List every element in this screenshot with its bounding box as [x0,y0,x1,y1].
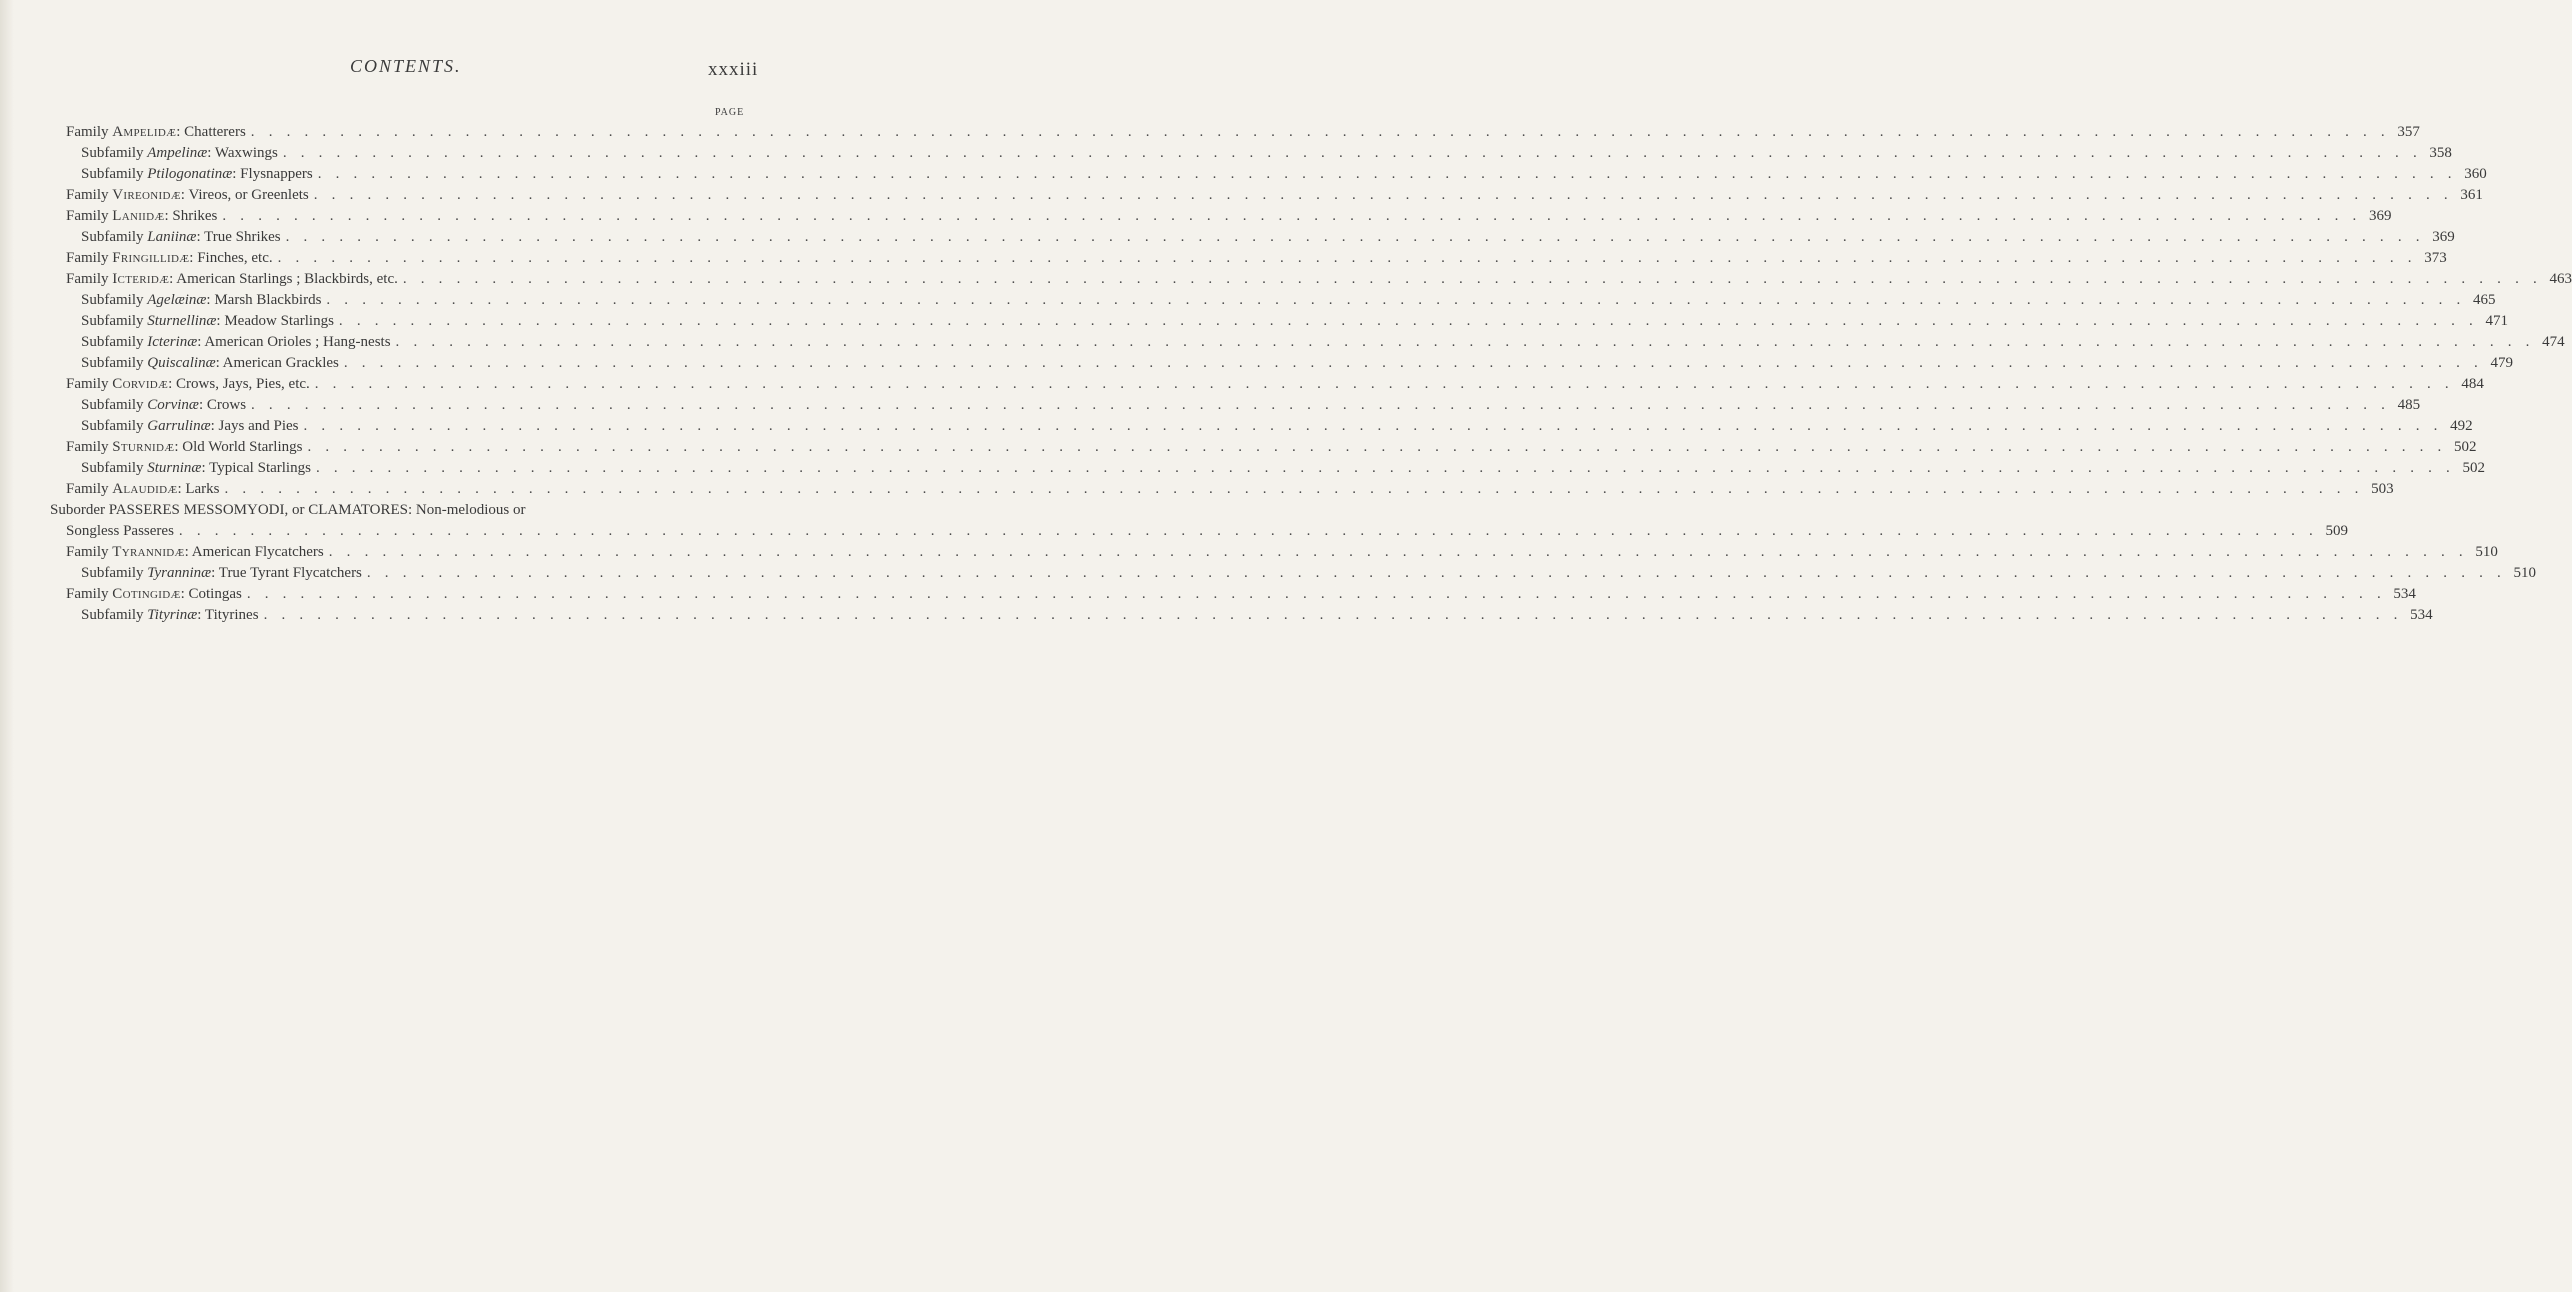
taxon-name: Garrulinæ [147,418,211,434]
taxon-description: : Jays and Pies [210,418,299,434]
taxon-description: : Typical Starlings [201,460,311,476]
toc-page-number: 503 [2371,481,2394,497]
toc-entry [50,502,739,522]
taxon-rank: Family [66,481,113,497]
taxon-name: Corvidæ [112,376,169,392]
toc-entry [81,418,2473,438]
toc-entry [81,313,2508,333]
taxon-description: : American Starlings ; Blackbirds, etc. [169,271,398,287]
taxon-name: Tityrinæ [147,607,198,623]
taxon-rank: Subfamily [81,229,148,245]
taxon-name: Cotingidæ [112,586,181,602]
toc-entry-label [50,502,525,519]
taxon-rank: Family [66,124,113,140]
taxon-description: : True Shrikes [196,229,281,245]
toc-page-number: 479 [2490,355,2513,371]
dot-leader: . . . . . . . . . . . . . . . . . . . . . . . . . . . . . . . . . . . . . . . . . . . . . . . . . . . . . . . . . . . . . . . . . . . . . . . . . . . . . . . . . . . . . . . . . . . . . . . . . . . . . . . . . . . . . . . . . . . . . . . . [307,439,2447,455]
page-number: xxxiii [708,59,759,80]
toc-entry-label [81,460,311,477]
toc-page-number: 534 [2393,586,2416,602]
toc-entry [66,523,2348,543]
dot-leader: . . . . . . . . . . . . . . . . . . . . . . . . . . . . . . . . . . . . . . . . . . . . . . . . . . . . . . . . . . . . . . . . . . . . . . . . . . . . . . . . . . . . . . . . . . . . . . . . . . . . . . . . . . . . . . . . . . . . . . . . [263,607,2403,623]
taxon-description: : Old World Starlings [174,439,303,455]
dot-leader: . . . . . . . . . . . . . . . . . . . . . . . . . . . . . . . . . . . . . . . . . . . . . . . . . . . . . . . . . . . . . . . . . . . . . . . . . . . . . . . . . . . . . . . . . . . . . . . . . . . . . . . . . . . . . . . . . . . . . . . . [314,376,2454,392]
toc-page-number: 360 [2464,166,2487,182]
toc-entry-label [81,565,362,582]
toc-entry-label [66,586,242,603]
taxon-description: : Vireos, or Greenlets [180,187,309,203]
taxon-description: : American Flycatchers [184,544,324,560]
toc-entry [66,271,2572,291]
toc-page-number: 492 [2450,418,2473,434]
toc-entry-label [66,208,217,225]
toc-entry-label [66,523,174,540]
toc-page-number: 502 [2462,460,2485,476]
taxon-name: Sturnidæ [112,439,175,455]
toc-entry [66,124,2420,144]
taxon-rank: Family [66,271,113,287]
dot-leader: . . . . . . . . . . . . . . . . . . . . . . . . . . . . . . . . . . . . . . . . . . . . . . . . . . . . . . . . . . . . . . . . . . . . . . . . . . . . . . . . . . . . . . . . . . . . . . . . . . . . . . . . . . . . . . . . . . . . . . . . [313,187,2453,203]
toc-page-number: 361 [2460,187,2483,203]
dot-leader: . . . . . . . . . . . . . . . . . . . . . . . . . . . . . . . . . . . . . . . . . . . . . . . . . . . . . . . . . . . . . . . . . . . . . . . . . . . . . . . . . . . . . . . . . . . . . . . . . . . . . . . . . . . . . . . . . . . . . . . . [224,481,2364,497]
toc-entry [81,229,2455,249]
taxon-rank: Subfamily [81,418,148,434]
taxon-description: : Tityrines [197,607,259,623]
toc-entry-label [66,124,246,141]
taxon-name: Alaudidæ [112,481,178,497]
toc-page-number: 534 [2410,607,2433,623]
toc-entry-label [81,292,321,309]
taxon-name: Laniinæ [147,229,197,245]
dot-leader: . . . . . . . . . . . . . . . . . . . . . . . . . . . . . . . . . . . . . . . . . . . . . . . . . . . . . . . . . . . . . . . . . . . . . . . . . . . . . . . . . . . . . . . . . . . . . . . . . . . . . . . . . . . . . . . . . . . . . . . . [395,334,2535,350]
taxon-rank: Family [66,208,113,224]
taxon-description: : Crows [198,397,247,413]
toc-entry [66,439,2477,459]
dot-leader: . . . . . . . . . . . . . . . . . . . . . . . . . . . . . . . . . . . . . . . . . . . . . . . . . . . . . . . . . . . . . . . . . . . . . . . . . . . . . . . . . . . . . . . . . . . . . . . . . . . . . . . . . . . . . . . . . . . . . . . . [338,313,2478,329]
toc-entry [66,586,2416,606]
toc-entry [81,397,2421,417]
taxon-description: : Larks [177,481,220,497]
running-head [0,56,801,86]
toc-entry-label [81,334,391,351]
taxon-description: : Finches, etc. [189,250,273,266]
toc-entry-label [66,544,324,561]
toc-entry [66,376,2484,396]
toc-entry-label [66,187,309,204]
taxon-description: : Crows, Jays, Pies, etc. [168,376,310,392]
taxon-name: Laniidæ [112,208,165,224]
toc-entry-label [81,145,278,162]
taxon-rank: Family [66,250,113,266]
toc-page-number: 369 [2432,229,2455,245]
toc-page-number: 474 [2542,334,2565,350]
taxon-rank: Subfamily [81,292,148,308]
dot-leader: . . . . . . . . . . . . . . . . . . . . . . . . . . . . . . . . . . . . . . . . . . . . . . . . . . . . . . . . . . . . . . . . . . . . . . . . . . . . . . . . . . . . . . . . . . . . . . . . . . . . . . . . . . . . . . . . . . . . . . . . [285,229,2425,245]
taxon-name: Sturninæ [147,460,202,476]
toc-entry [81,145,2452,165]
page-column-label: PAGE [715,107,745,118]
taxon-name: Ampelidæ [112,124,177,140]
taxon-name: Ampelinæ [147,145,208,161]
toc-entry-label [66,376,310,393]
toc-entry [81,460,2485,480]
toc-page-number: 358 [2429,145,2452,161]
dot-leader: . . . . . . . . . . . . . . . . . . . . . . . . . . . . . . . . . . . . . . . . . . . . . . . . . . . . . . . . . . . . . . . . . . . . . . . . . . . . . . . . . . . . . . . . . . . . . . . . . . . . . . . . . . . . . . . . . . . . . . . . [326,292,2466,308]
dot-leader: . . . . . . . . . . . . . . . . . . . . . . . . . . . . . . . . . . . . . . . . . . . . . . . . . . . . . . . . . . . . . . . . . . . . . . . . . . . . . . . . . . . . . . . . . . . . . . . . . . . . . . . . . . . . . . . . . . . . . . . . [250,124,2390,140]
taxon-name: Sturnellinæ [147,313,217,329]
dot-leader: . . . . . . . . . . . . . . . . . . . . . . . . . . . . . . . . . . . . . . . . . . . . . . . . . . . . . . . . . . . . . . . . . . . . . . . . . . . . . . . . . . . . . . . . . . . . . . . . . . . . . . . . . . . . . . . . . . . . . . . . [277,250,2417,266]
toc-entry [66,544,2498,564]
dot-leader: . . . . . . . . . . . . . . . . . . . . . . . . . . . . . . . . . . . . . . . . . . . . . . . . . . . . . . . . . . . . . . . . . . . . . . . . . . . . . . . . . . . . . . . . . . . . . . . . . . . . . . . . . . . . . . . . . . . . . . . . [178,523,2318,539]
taxon-rank: Subfamily [81,166,148,182]
taxon-name: Vireonidæ [112,187,181,203]
toc-entry [81,334,2565,354]
taxon-rank: Family [66,376,113,392]
toc-page-number: 484 [2461,376,2484,392]
taxon-name: Tyranninæ [147,565,212,581]
taxon-rank: Subfamily [81,313,148,329]
toc-entry [66,481,2394,501]
dot-leader: . . . . . . . . . . . . . . . . . . . . . . . . . . . . . . . . . . . . . . . . . . . . . . . . . . . . . . . . . . . . . . . . . . . . . . . . . . . . . . . . . . . . . . . . . . . . . . . . . . . . . . . . . . . . . . . . . . . . . . . . [251,397,2391,413]
toc-entry [66,208,2392,228]
taxon-description: : True Tyrant Flycatchers [211,565,362,581]
toc-entry [66,250,2447,270]
toc-entry [81,166,2487,186]
dot-leader: . . . . . . . . . . . . . . . . . . . . . . . . . . . . . . . . . . . . . . . . . . . . . . . . . . . . . . . . . . . . . . . . . . . . . . . . . . . . . . . . . . . . . . . . . . . . . . . . . . . . . . . . . . . . . . . . . . . . . . . . [222,208,2362,224]
toc-entry-label [81,397,246,414]
toc-page-number: 502 [2454,439,2477,455]
taxon-description: : Waxwings [207,145,278,161]
dot-leader: . . . . . . . . . . . . . . . . . . . . . . . . . . . . . . . . . . . . . . . . . . . . . . . . . . . . . . . . . . . . . . . . . . . . . . . . . . . . . . . . . . . . . . . . . . . . . . . . . . . . . . . . . . . . . . . . . . . . . . . . [315,460,2455,476]
toc-entry-label [81,313,334,330]
toc-entry-label [81,418,299,435]
taxon-name: Fringillidæ [112,250,190,266]
taxon-rank: Family [66,544,113,560]
taxon-description: : Chatterers [176,124,246,140]
page-gutter-shadow [0,0,14,1292]
taxon-description: : American Orioles ; Hang-nests [197,334,391,350]
taxon-description: : Flysnappers [232,166,313,182]
taxon-rank: Subfamily [81,460,148,476]
toc-entry-label [81,229,281,246]
toc-entry [81,565,2536,585]
dot-leader: . . . . . . . . . . . . . . . . . . . . . . . . . . . . . . . . . . . . . . . . . . . . . . . . . . . . . . . . . . . . . . . . . . . . . . . . . . . . . . . . . . . . . . . . . . . . . . . . . . . . . . . . . . . . . . . . . . . . . . . . [402,271,2542,287]
toc-entry [66,187,2483,207]
taxon-rank: Family [66,586,113,602]
toc-entry [81,355,2513,375]
toc-entry-label [66,271,398,288]
dot-leader: . . . . . . . . . . . . . . . . . . . . . . . . . . . . . . . . . . . . . . . . . . . . . . . . . . . . . . . . . . . . . . . . . . . . . . . . . . . . . . . . . . . . . . . . . . . . . . . . . . . . . . . . . . . . . . . . . . . . . . . . [303,418,2443,434]
taxon-description: : American Grackles [215,355,339,371]
taxon-description: : Cotingas [180,586,242,602]
toc-page-number: 357 [2397,124,2420,140]
taxon-rank: Subfamily [81,565,148,581]
running-title: CONTENTS. [350,56,462,76]
toc-page-number: 510 [2513,565,2536,581]
taxon-rank: Family [66,439,113,455]
toc-entry [81,607,2433,627]
taxon-name: Agelæinæ [147,292,207,308]
taxon-name: Ptilogonatinæ [147,166,233,182]
taxon-description: : Meadow Starlings [216,313,334,329]
taxon-name: Tyrannidæ [112,544,185,560]
dot-leader: . . . . . . . . . . . . . . . . . . . . . . . . . . . . . . . . . . . . . . . . . . . . . . . . . . . . . . . . . . . . . . . . . . . . . . . . . . . . . . . . . . . . . . . . . . . . . . . . . . . . . . . . . . . . . . . . . . . . . . . . [328,544,2468,560]
dot-leader: . . . . . . . . . . . . . . . . . . . . . . . . . . . . . . . . . . . . . . . . . . . . . . . . . . . . . . . . . . . . . . . . . . . . . . . . . . . . . . . . . . . . . . . . . . . . . . . . . . . . . . . . . . . . . . . . . . . . . . . . [282,145,2422,161]
toc-entry-label [66,439,302,456]
toc-entry-label [81,355,339,372]
dot-leader: . . . . . . . . . . . . . . . . . . . . . . . . . . . . . . . . . . . . . . . . . . . . . . . . . . . . . . . . . . . . . . . . . . . . . . . . . . . . . . . . . . . . . . . . . . . . . . . . . . . . . . . . . . . . . . . . . . . . . . . . [366,565,2506,581]
taxon-rank: Subfamily [81,355,148,371]
taxon-rank: Subfamily [81,607,148,623]
toc-page-number: 373 [2424,250,2447,266]
taxon-description: : Marsh Blackbirds [206,292,322,308]
toc-entry [81,292,2496,312]
taxon-rank: Subfamily [81,334,148,350]
dot-leader: . . . . . . . . . . . . . . . . . . . . . . . . . . . . . . . . . . . . . . . . . . . . . . . . . . . . . . . . . . . . . . . . . . . . . . . . . . . . . . . . . . . . . . . . . . . . . . . . . . . . . . . . . . . . . . . . . . . . . . . . [246,586,2386,602]
toc-page-number: 471 [2485,313,2508,329]
toc-page-number: 509 [2325,523,2348,539]
taxon-description: : Shrikes [164,208,218,224]
toc-page-number: 463 [2549,271,2572,287]
toc-entry-label [66,250,273,267]
taxon-rank: Subfamily [81,145,148,161]
toc-page-number: 465 [2472,292,2496,308]
toc-page-number: 510 [2475,544,2498,560]
toc-page-number: 485 [2397,397,2421,413]
toc-page-number: 369 [2368,208,2392,224]
taxon-name: Icterinæ [147,334,198,350]
taxon-name: Quiscalinæ [147,355,216,371]
taxon-rank: Family [66,187,113,203]
toc-entry-label [81,166,313,183]
taxon-rank: Subfamily [81,397,148,413]
taxon-description: Suborder PASSERES MESSOMYODI, or CLAMATORES: Non-melodious or [50,502,526,518]
toc-entry-label [81,607,259,624]
toc-entry-label [66,481,220,498]
dot-leader: . . . . . . . . . . . . . . . . . . . . . . . . . . . . . . . . . . . . . . . . . . . . . . . . . . . . . . . . . . . . . . . . . . . . . . . . . . . . . . . . . . . . . . . . . . . . . . . . . . . . . . . . . . . . . . . . . . . . . . . . [317,166,2457,182]
taxon-name: Corvinæ [147,397,199,413]
dot-leader: . . . . . . . . . . . . . . . . . . . . . . . . . . . . . . . . . . . . . . . . . . . . . . . . . . . . . . . . . . . . . . . . . . . . . . . . . . . . . . . . . . . . . . . . . . . . . . . . . . . . . . . . . . . . . . . . . . . . . . . . [343,355,2483,371]
taxon-name: Icteridæ [112,271,170,287]
taxon-description: Songless Passeres [66,523,174,539]
